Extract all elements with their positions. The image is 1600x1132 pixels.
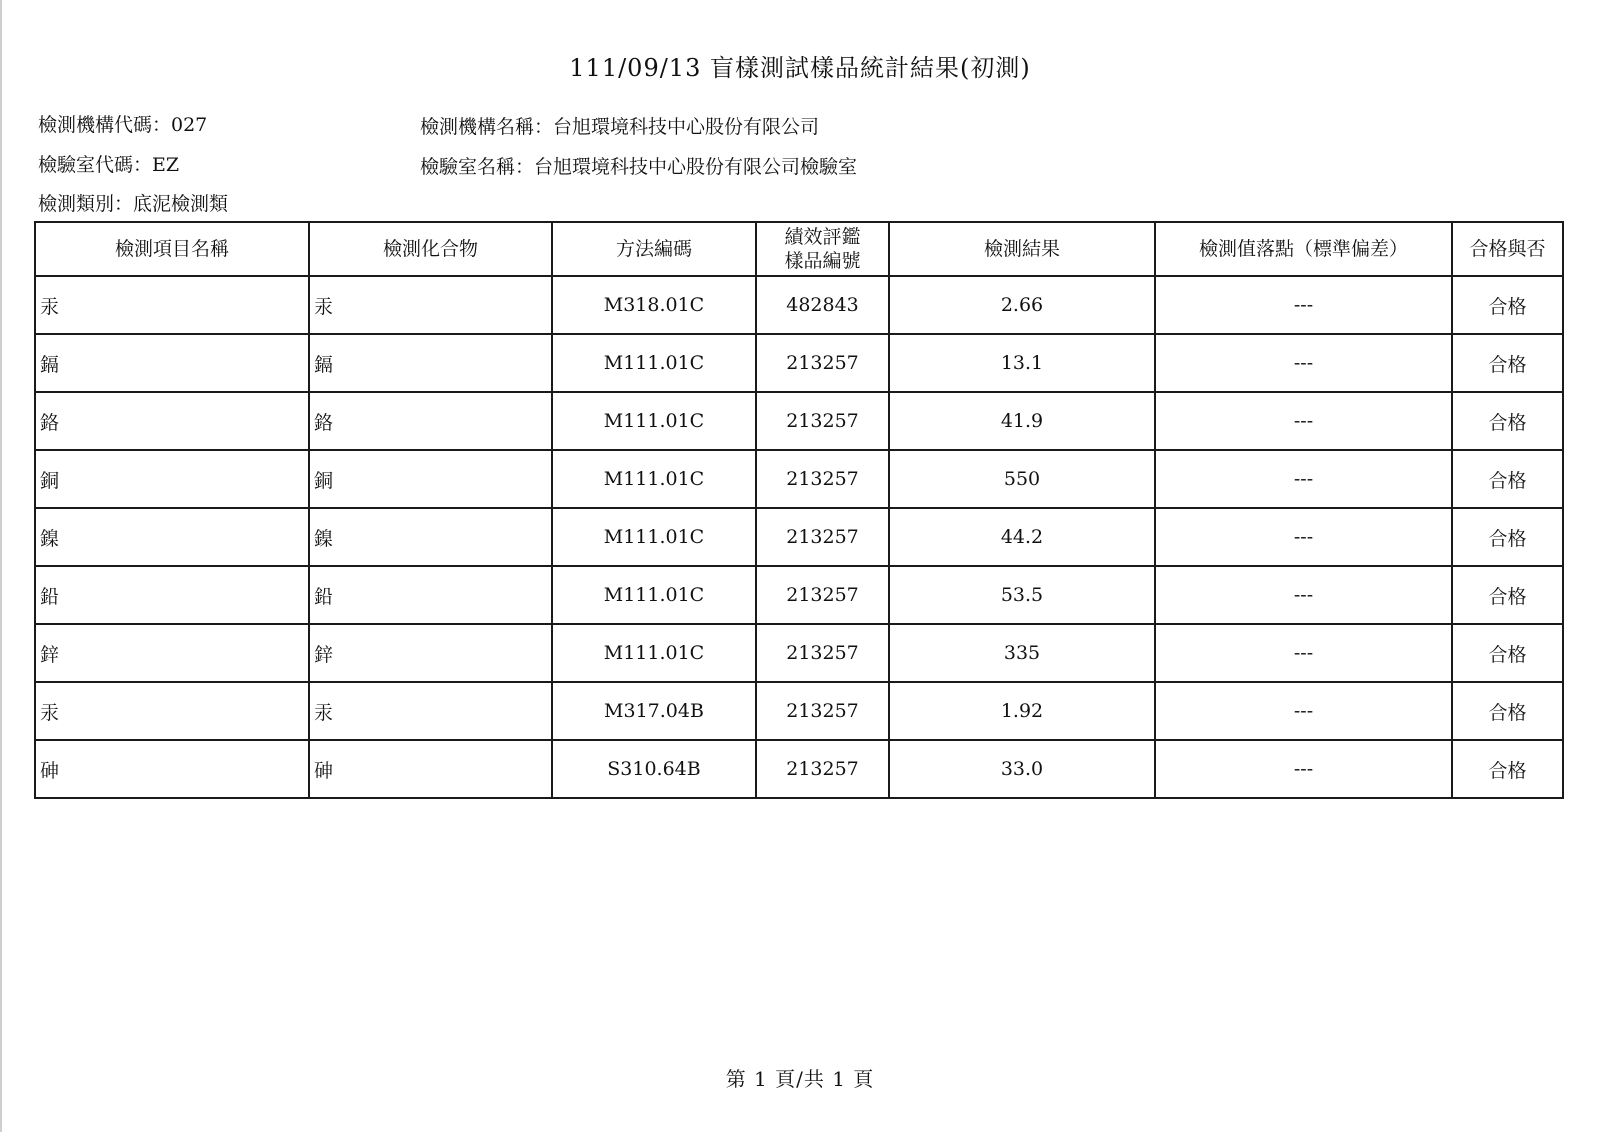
cell-item: 鉛 xyxy=(35,566,309,624)
cell-compound: 鋅 xyxy=(309,624,552,682)
table-row xyxy=(35,740,1563,798)
cell-pass: 合格 xyxy=(1452,740,1563,798)
page-title: 111/09/13 盲樣測試樣品統計結果(初測) xyxy=(569,54,1031,82)
cell-deviation: --- xyxy=(1155,450,1452,508)
cell-item: 鎘 xyxy=(35,334,309,392)
cell-compound: 銅 xyxy=(309,450,552,508)
cell-sample: 213257 xyxy=(756,566,889,624)
results-table xyxy=(34,221,1564,799)
cell-compound: 鎳 xyxy=(309,508,552,566)
header-deviation: 檢測值落點（標準偏差） xyxy=(1155,222,1452,276)
cell-method: M111.01C xyxy=(552,334,756,392)
cell-sample: 213257 xyxy=(756,392,889,450)
cell-result: 13.1 xyxy=(889,334,1155,392)
cell-sample: 213257 xyxy=(756,450,889,508)
table-header-row xyxy=(35,222,1563,276)
cell-result: 33.0 xyxy=(889,740,1155,798)
cell-item: 汞 xyxy=(35,682,309,740)
cell-compound: 汞 xyxy=(309,682,552,740)
cell-deviation: --- xyxy=(1155,682,1452,740)
cell-pass: 合格 xyxy=(1452,682,1563,740)
cell-deviation: --- xyxy=(1155,276,1452,334)
cell-pass: 合格 xyxy=(1452,566,1563,624)
cell-deviation: --- xyxy=(1155,334,1452,392)
cell-result: 53.5 xyxy=(889,566,1155,624)
cell-item: 鎳 xyxy=(35,508,309,566)
cell-result: 44.2 xyxy=(889,508,1155,566)
cell-result: 1.92 xyxy=(889,682,1155,740)
table-row xyxy=(35,334,1563,392)
cell-result: 2.66 xyxy=(889,276,1155,334)
cell-deviation: --- xyxy=(1155,740,1452,798)
cell-pass: 合格 xyxy=(1452,508,1563,566)
header-sample-number xyxy=(756,222,889,276)
cell-method: M318.01C xyxy=(552,276,756,334)
cell-item: 砷 xyxy=(35,740,309,798)
lab-code-label: 檢驗室代碼：EZ xyxy=(38,154,180,176)
table-row xyxy=(35,508,1563,566)
cell-item: 銅 xyxy=(35,450,309,508)
cell-compound: 鉛 xyxy=(309,566,552,624)
table-row xyxy=(35,624,1563,682)
cell-method: S310.64B xyxy=(552,740,756,798)
header-pass: 合格與否 xyxy=(1452,222,1563,276)
table-row xyxy=(35,276,1563,334)
cell-compound: 汞 xyxy=(309,276,552,334)
header-compound: 檢測化合物 xyxy=(309,222,552,276)
table-row xyxy=(35,682,1563,740)
cell-item: 鉻 xyxy=(35,392,309,450)
table-row xyxy=(35,566,1563,624)
cell-pass: 合格 xyxy=(1452,392,1563,450)
cell-result: 335 xyxy=(889,624,1155,682)
cell-item: 汞 xyxy=(35,276,309,334)
cell-sample: 482843 xyxy=(756,276,889,334)
header-item-name: 檢測項目名稱 xyxy=(35,222,309,276)
cell-deviation: --- xyxy=(1155,566,1452,624)
cell-sample: 213257 xyxy=(756,334,889,392)
cell-compound: 鉻 xyxy=(309,392,552,450)
cell-sample: 213257 xyxy=(756,740,889,798)
cell-method: M111.01C xyxy=(552,624,756,682)
cell-pass: 合格 xyxy=(1452,276,1563,334)
cell-result: 550 xyxy=(889,450,1155,508)
scan-edge xyxy=(0,0,2,1132)
org-code-label: 檢測機構代碼：027 xyxy=(38,114,208,136)
lab-name-label: 檢驗室名稱：台旭環境科技中心股份有限公司檢驗室 xyxy=(420,156,858,178)
cell-deviation: --- xyxy=(1155,624,1452,682)
header-sample-line2: 樣品編號 xyxy=(784,250,861,272)
cell-sample: 213257 xyxy=(756,508,889,566)
cell-pass: 合格 xyxy=(1452,334,1563,392)
cell-result: 41.9 xyxy=(889,392,1155,450)
cell-deviation: --- xyxy=(1155,392,1452,450)
cell-method: M111.01C xyxy=(552,392,756,450)
cell-method: M111.01C xyxy=(552,566,756,624)
cell-deviation: --- xyxy=(1155,508,1452,566)
cell-compound: 鎘 xyxy=(309,334,552,392)
cell-method: M111.01C xyxy=(552,450,756,508)
cell-sample: 213257 xyxy=(756,624,889,682)
cell-method: M111.01C xyxy=(552,508,756,566)
header-method-code: 方法編碼 xyxy=(552,222,756,276)
table-row xyxy=(35,392,1563,450)
cell-item: 鋅 xyxy=(35,624,309,682)
table-row xyxy=(35,450,1563,508)
cell-pass: 合格 xyxy=(1452,450,1563,508)
cell-sample: 213257 xyxy=(756,682,889,740)
header-result: 檢測結果 xyxy=(889,222,1155,276)
org-name-label: 檢測機構名稱：台旭環境科技中心股份有限公司 xyxy=(420,116,820,138)
cell-compound: 砷 xyxy=(309,740,552,798)
header-sample-line1: 績效評鑑 xyxy=(784,226,861,248)
test-category-label: 檢測類別：底泥檢測類 xyxy=(38,193,229,215)
cell-method: M317.04B xyxy=(552,682,756,740)
page-number: 第 1 頁/共 1 頁 xyxy=(725,1067,875,1091)
cell-pass: 合格 xyxy=(1452,624,1563,682)
